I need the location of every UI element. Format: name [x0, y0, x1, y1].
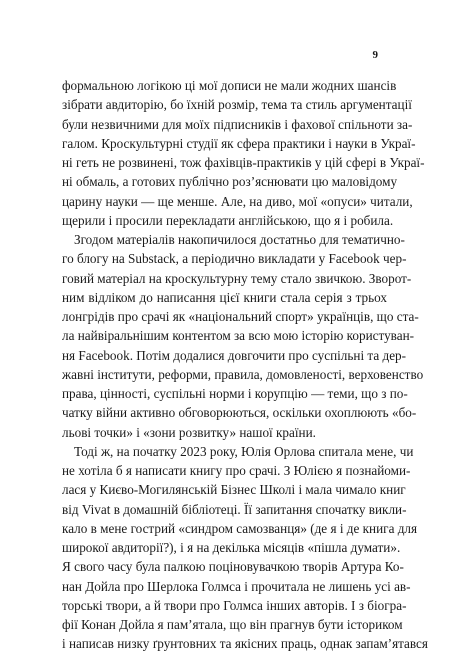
text-line: кало в мене гострий «синдром самозванця» (де я і де книга для: [62, 520, 418, 536]
text-line: Тоді ж, на початку 2023 року, Юлія Орлова спитала мене, чи: [74, 443, 414, 459]
text-line: жавні інститути, реформи, правила, домовленості, верховенство: [62, 366, 424, 382]
text-line: чатку війни активно обговорюються, оскільки охоплюють «бо-: [62, 405, 417, 421]
body-text: [62, 76, 428, 654]
text-line: го блогу на Substack, а періодично викладати у Facebook чер-: [62, 251, 407, 267]
text-line: ла найвіральнішим контентом за всю мою історію користуван-: [62, 328, 415, 344]
text-line: зібрати авдиторію, бо їхній розмір, тема та стиль аргументації: [62, 97, 412, 113]
text-line: не хотіла б я написати книгу про срачі. З Юлією я познайоми-: [62, 463, 411, 478]
text-line: лася у Києво-Могилянській Бізнес Школі і мала чимало книг: [62, 482, 406, 498]
page-number: 9: [372, 49, 378, 61]
text-line: говий матеріал на кроскультурну тему стало звичкою. Зворот-: [62, 270, 412, 286]
text-line: лонгрідів про срачі як «національний спорт» українців, що ста-: [62, 309, 419, 324]
text-line: від Vivat в домашній бібліотеці. Її запитання спочатку викли-: [62, 501, 407, 517]
text-line: льові точки» і «зони розвитку» нашої країни.: [62, 424, 316, 440]
text-line: галом. Кроскультурні студії як сфера практики і науки в Украї-: [62, 135, 416, 151]
text-line: і написав низку ґрунтовних та якісних праць, однак запам’ятався: [62, 636, 428, 652]
text-line: були незвичними для моїх підписників і фахової спільноти за-: [62, 116, 413, 132]
text-line: ня Facebook. Потім додалися довгочити про суспільні та дер-: [62, 347, 407, 363]
text-line: фії Конан Дойла я пам’ятала, що він прагнув бути істориком: [62, 617, 403, 632]
text-line: торські твори, а й твори про Голмса інших авторів. І з біогра-: [62, 597, 407, 613]
text-line: нан Дойла про Шерлока Голмса і прочитала не лишень усі ав-: [62, 578, 411, 594]
text-line: ним відліком до написання цієї книги стала серія з трьох: [62, 289, 387, 305]
text-line: Згодом матеріалів накопичилося достатньо для тематично-: [74, 232, 405, 247]
text-line: широкої авдиторії?), і я на декілька місяців «пішла думати».: [62, 540, 401, 555]
text-line: ні геть не розвинені, тож фахівців-практиків у цій сфері в Украї-: [62, 155, 425, 170]
text-line: царину науки — ще менше. Але, на диво, мої «опуси» читали,: [62, 193, 413, 209]
text-line: ні обмаль, а готових публічно роз’яснювати цю маловідому: [62, 174, 398, 190]
text-line: Я свого часу була палкою поціновувачкою творів Артура Ко-: [62, 559, 404, 575]
text-line: формальною логікою ці мої дописи не мали жодних шансів: [62, 78, 397, 93]
text-line: права, цінності, суспільні норми і корупцію — теми, що з по-: [62, 386, 408, 401]
text-line: щерили і просили перекладати англійською, що я і робила.: [62, 212, 394, 228]
